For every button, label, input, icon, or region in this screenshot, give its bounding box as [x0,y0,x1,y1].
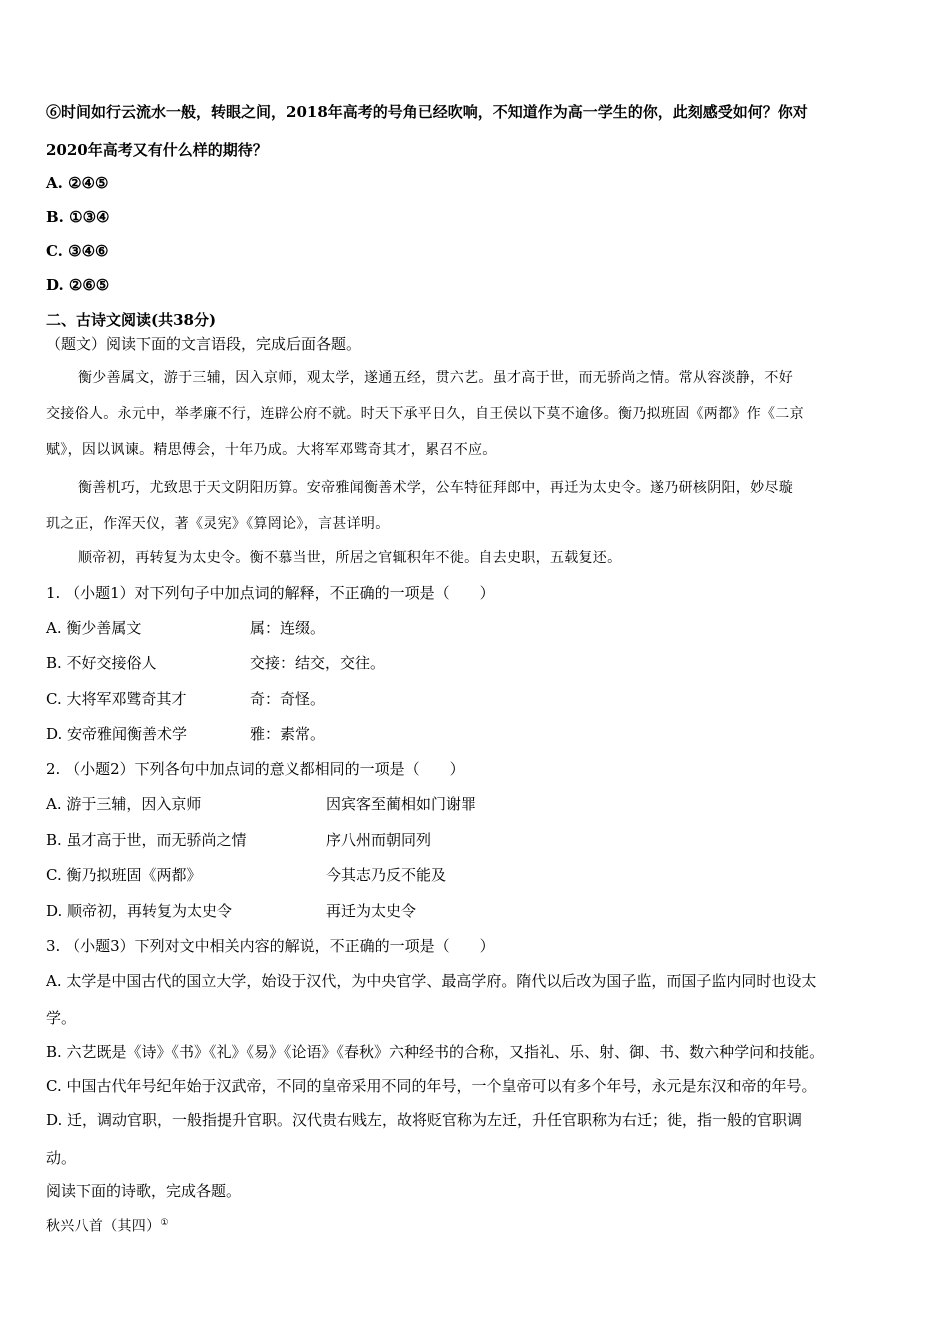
q1-option-b-explanation: 交接：结交，交往。 [250,654,386,672]
q1-option-c-explanation: 奇：奇怪。 [250,690,326,708]
q2-option-b-pair: 序八州而朝同列 [326,831,432,849]
q2-option-c: C. 衡乃拟班固《两都》 [46,866,202,884]
q3-option-c: C. 中国古代年号纪年始于汉武帝，不同的皇帝采用不同的年号，一个皇帝可以有多个年号，永元是东汉和帝的年号。 [46,1077,817,1095]
q3-option-d: D. 迁，调动官职，一般指提升官职。汉代贵右贱左，故将贬官称为左迁，升任官职称为右迁；徙，指一般的官职调 [46,1111,803,1129]
q1-option-a: A. 衡少善属文 [46,619,142,637]
question-3-stem: 3. （小题3）下列对文中相关内容的解说，不正确的一项是（ ） [46,937,495,955]
q3-option-d-cont: 动。 [46,1149,77,1167]
poem-title [46,1213,169,1237]
section-intro: （题文）阅读下面的文言语段，完成后面各题。 [46,335,362,353]
poem-intro: 阅读下面的诗歌，完成各题。 [46,1182,242,1200]
option-c: C. ③④⑥ [46,242,109,260]
poem-title-text: 秋兴八首（其四） [46,1218,161,1235]
passage-line: 顺帝初，再转复为太史令。衡不慕当世，所居之官辄积年不徙。自去史职，五载复还。 [78,550,622,566]
q1-option-b: B. 不好交接俗人 [46,654,157,672]
q2-option-d-pair: 再迁为太史令 [326,902,417,920]
passage-line: 衡少善属文，游于三辅，因入京师，观太学，遂通五经，贯六艺。虽才高于世，而无骄尚之情。常从容淡静，不好 [78,370,793,386]
q3-option-b: B. 六艺既是《诗》《书》《礼》《易》《论语》《春秋》六种经书的合称，又指礼、乐、射、御、书、数六种学问和技能。 [46,1043,825,1061]
section-heading: 二、古诗文阅读(共38分) [46,311,217,329]
q2-option-a: A. 游于三辅，因入京师 [46,795,202,813]
q1-option-d: D. 安帝雅闻衡善术学 [46,725,188,743]
q1-option-d-explanation: 雅：素常。 [250,725,326,743]
passage-line: 交接俗人。永元中，举孝廉不行，连辟公府不就。时天下承平日久，自王侯以下莫不逾侈。衡乃拟班固《两都》作《二京 [46,406,804,422]
q3-option-a: A. 太学是中国古代的国立大学，始设于汉代，为中央官学、最高学府。隋代以后改为国子监，而国子监内同时也设太 [46,972,817,990]
option-a: A. ②④⑤ [46,174,109,192]
question-item-6-line2: 2020年高考又有什么样的期待？ [46,141,268,159]
q3-option-a-cont: 学。 [46,1009,77,1027]
q2-option-d: D. 顺帝初，再转复为太史令 [46,902,233,920]
footnote-marker: ① [160,1218,169,1228]
question-1-stem: 1. （小题1）对下列句子中加点词的解释，不正确的一项是（ ） [46,584,495,602]
q2-option-a-pair: 因宾客至蔺相如门谢罪 [326,795,477,813]
question-item-6-line1: ⑥时间如行云流水一般，转眼之间，2018年高考的号角已经吹响，不知道作为高一学生的你，此刻感受如何？你对 [46,103,808,121]
q2-option-b: B. 虽才高于世，而无骄尚之情 [46,831,247,849]
option-b: B. ①③④ [46,208,110,226]
passage-line: 衡善机巧，尤致思于天文阴阳历算。安帝雅闻衡善术学，公车特征拜郎中，再迁为太史令。遂乃研核阴阳，妙尽璇 [78,480,793,496]
q1-option-a-explanation: 属：连缀。 [250,619,326,637]
q1-option-c: C. 大将军邓骘奇其才 [46,690,187,708]
option-d: D. ②⑥⑤ [46,276,110,294]
q2-option-c-pair: 今其志乃反不能及 [326,866,447,884]
passage-line: 赋》，因以讽谏。精思傅会，十年乃成。大将军邓骘奇其才，累召不应。 [46,442,497,458]
passage-line: 玑之正，作浑天仪，著《灵宪》《算罔论》，言甚详明。 [46,516,390,532]
question-2-stem: 2. （小题2）下列各句中加点词的意义都相同的一项是（ ） [46,760,465,778]
